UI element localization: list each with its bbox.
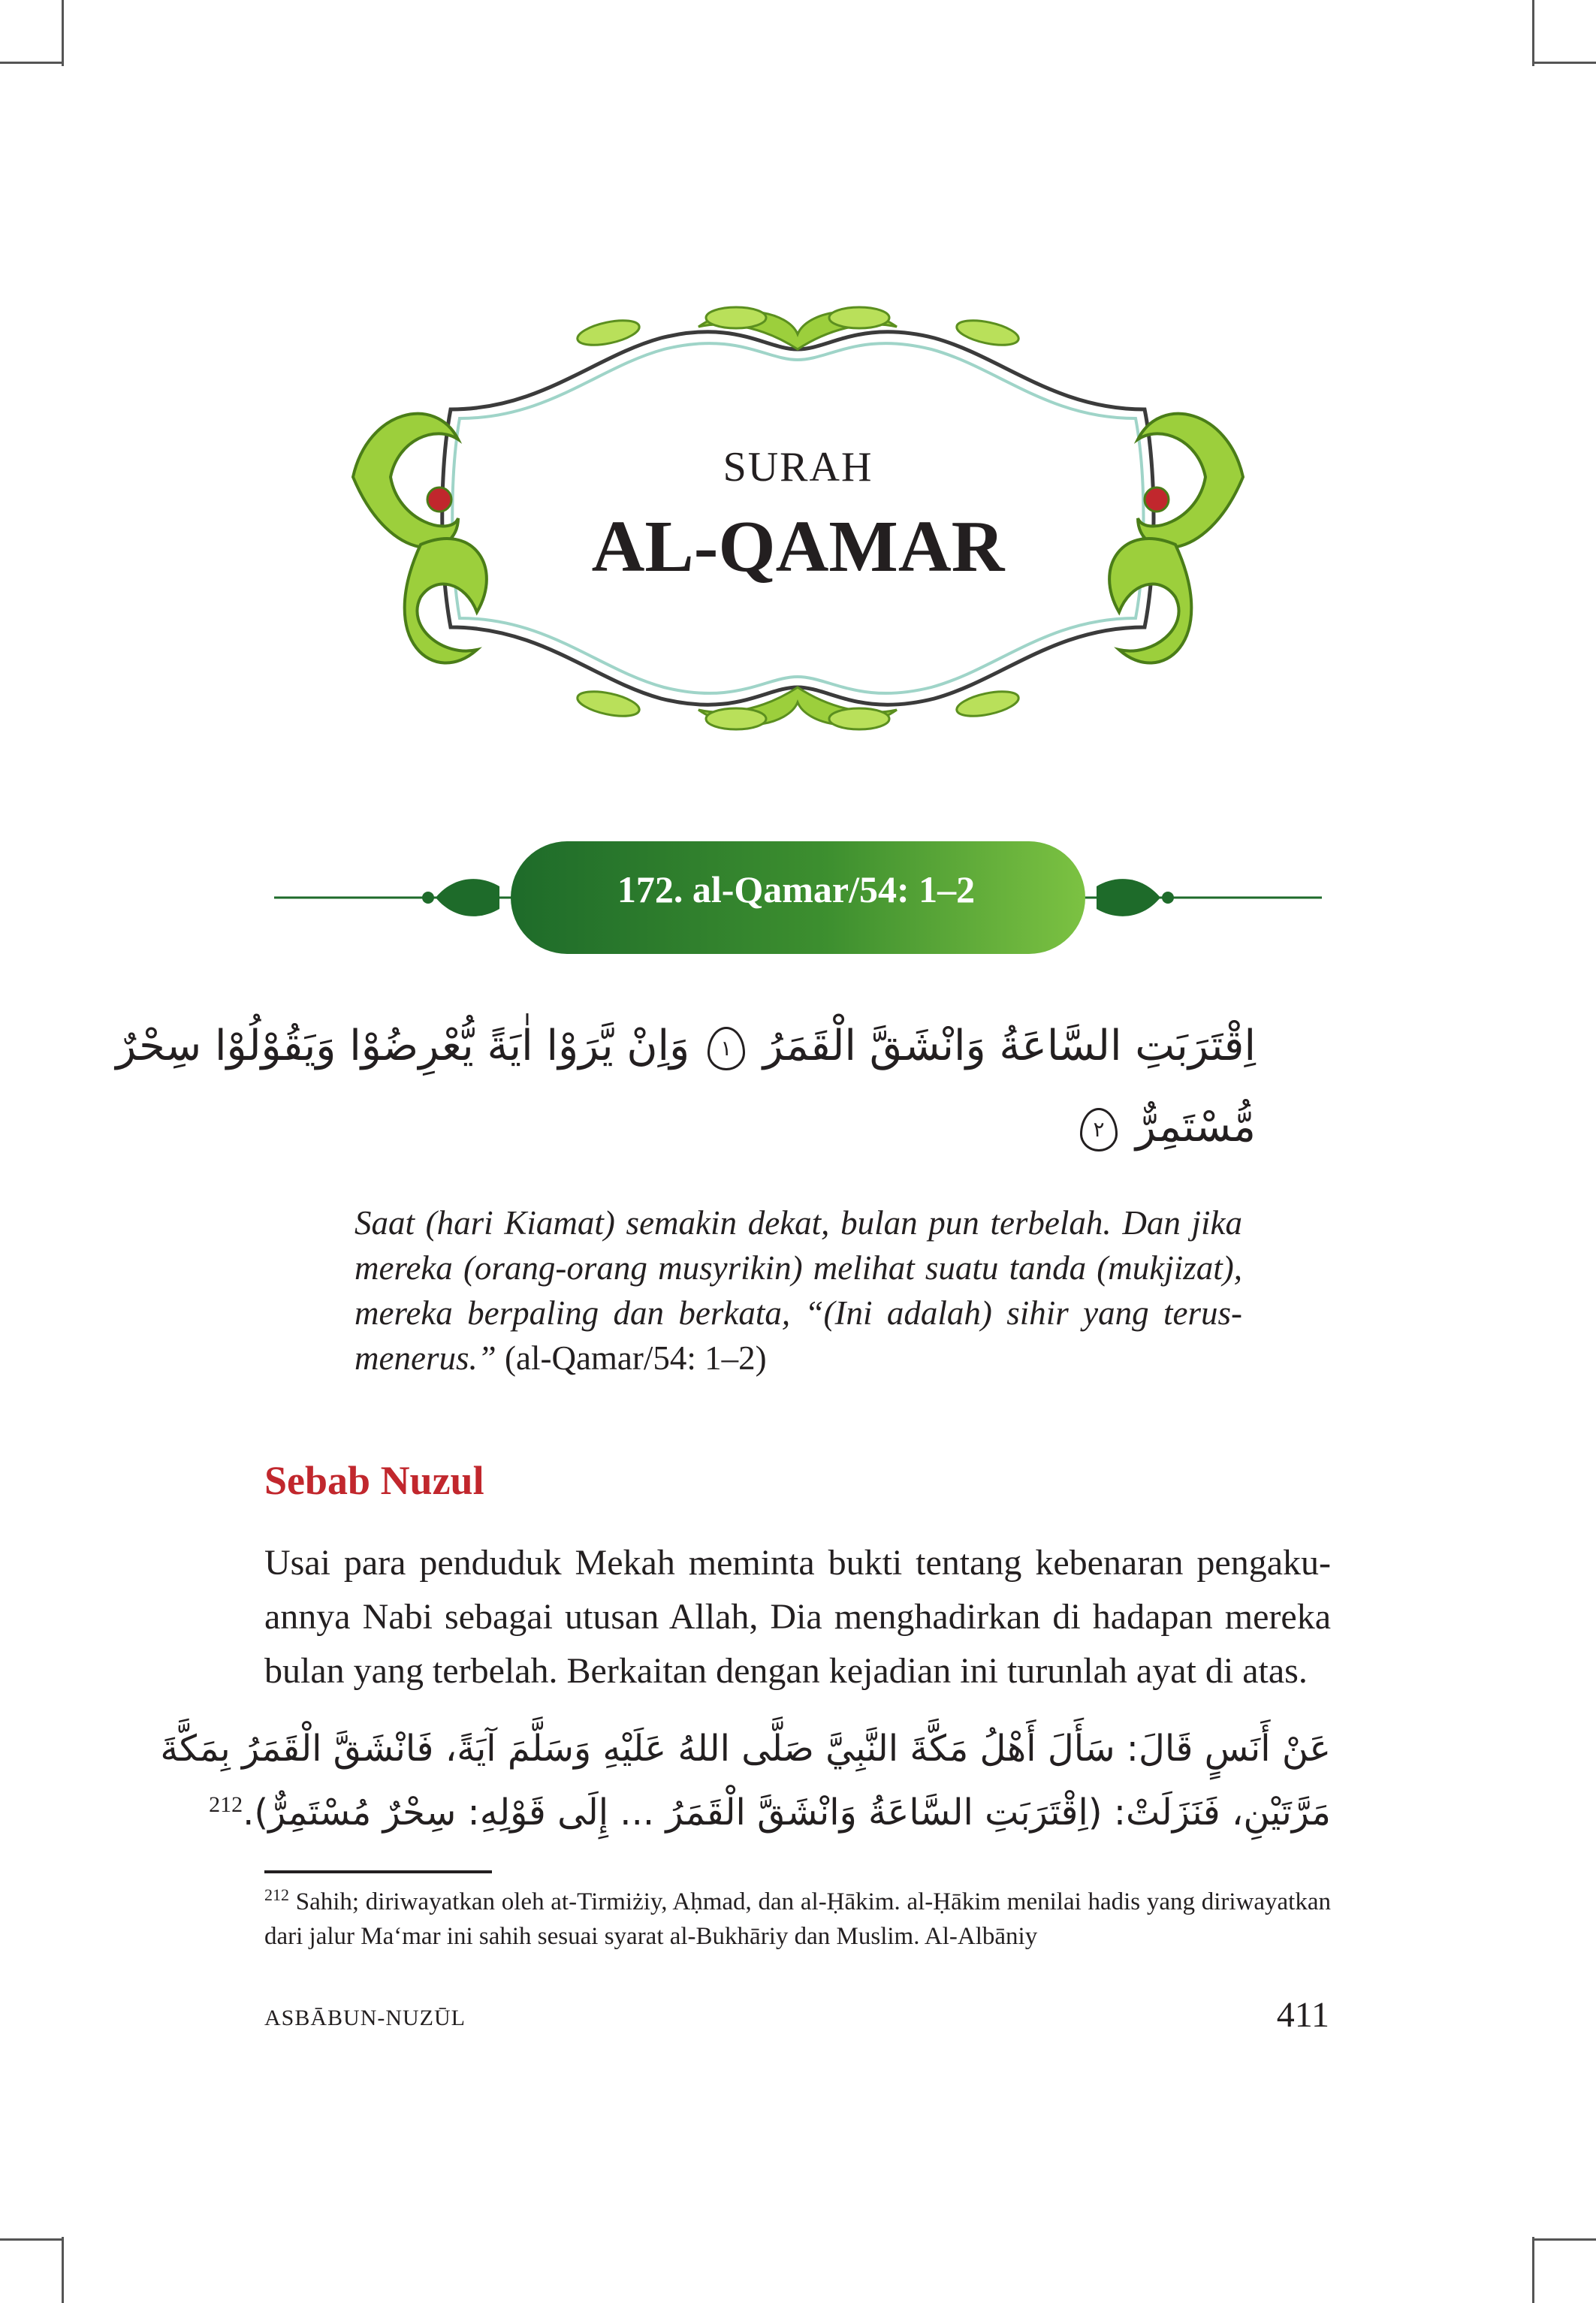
arabic-verse-part-2: وَاِنْ يَّرَوْا اٰيَةً يُّعْرِضُوْا وَيَقُوْلُوْا سِحْرٌ	[116, 1022, 690, 1070]
crop-mark	[0, 2238, 62, 2241]
crop-mark	[1534, 62, 1596, 64]
crop-mark	[1532, 0, 1534, 66]
footnote-number: 212	[264, 1885, 289, 1904]
crop-mark	[1534, 2238, 1596, 2241]
footnote-text: Sahih; diriwayatkan oleh at-Tirmiżiy, Aḥmad, dan al-Ḥākim. al-Ḥākim menilai hadis yang diriwayatkan dari jalur Ma‘mar ini sahih sesuai syarat al-Bukhāriy dan Muslim. Al-Albāniy	[264, 1888, 1331, 1950]
arabic-verse-part-1: اِقْتَرَبَتِ السَّاعَةُ وَانْشَقَّ الْقَمَرُ	[762, 1022, 1256, 1070]
surah-name: AL-QAMAR	[591, 506, 1005, 587]
ayah-number-marker: ٢	[1080, 1108, 1118, 1152]
footnote-reference[interactable]: 212	[209, 1792, 243, 1817]
hadith-line-2	[209, 1791, 1331, 1834]
crop-mark	[62, 0, 64, 66]
hadith-text-1: عَنْ أَنَسٍ قَالَ: سَأَلَ أَهْلُ مَكَّةَ النَّبِيَّ صَلَّى اللهُ عَلَيْهِ وَسَلَّمَ آيَةً، فَانْشَقَّ الْقَمَرُ بِمَكَّةَ	[160, 1728, 1331, 1770]
crop-mark	[0, 62, 62, 64]
page-number: 411	[1276, 1995, 1329, 2035]
arabic-verse-part-3: مُّسْتَمِرٌّ	[1135, 1103, 1256, 1152]
section-heading: Sebab Nuzul	[264, 1458, 484, 1503]
running-footer-title: ASBĀBUN-NUZŪL	[264, 2006, 466, 2030]
crop-mark	[62, 2237, 64, 2303]
hadith-line-1	[160, 1728, 1331, 1770]
arabic-verse-line-1	[116, 1022, 1256, 1070]
section-paragraph: Usai para penduduk Mekah meminta bukti tentang kebenaran pengaku-annya Nabi sebagai utusan Allah, Dia menghadirkan di hadapan mereka bulan yang terbelah. Berkaitan dengan kejadian ini turunlah ayat di atas.	[264, 1543, 1331, 1691]
footnote	[264, 1878, 1331, 1954]
surah-label: SURAH	[723, 444, 873, 490]
translation-reference: (al-Qamar/54: 1–2)	[496, 1339, 767, 1377]
arabic-verse-line-2	[345, 1103, 1256, 1152]
verse-reference: 172. al-Qamar/54: 1–2	[617, 868, 976, 910]
verse-translation	[354, 1200, 1242, 1381]
crop-mark	[1532, 2237, 1534, 2303]
ayah-number-marker: ١	[707, 1027, 745, 1070]
translation-text: Saat (hari Kiamat) semakin dekat, bulan pun terbelah. Dan jika mereka (orang-orang musyrikin) melihat suatu tanda (mukjizat), mereka berpaling dan berkata, “(Ini adalah) sihir yang terus-menerus.”	[354, 1204, 1242, 1377]
hadith-text-2: مَرَّتَيْنِ، فَنَزَلَتْ: (اِقْتَرَبَتِ السَّاعَةُ وَانْشَقَّ الْقَمَرُ ... إِلَى قَوْلِهِ: سِحْرٌ مُسْتَمِرٌّ).	[243, 1791, 1331, 1834]
footnote-divider	[264, 1870, 492, 1873]
